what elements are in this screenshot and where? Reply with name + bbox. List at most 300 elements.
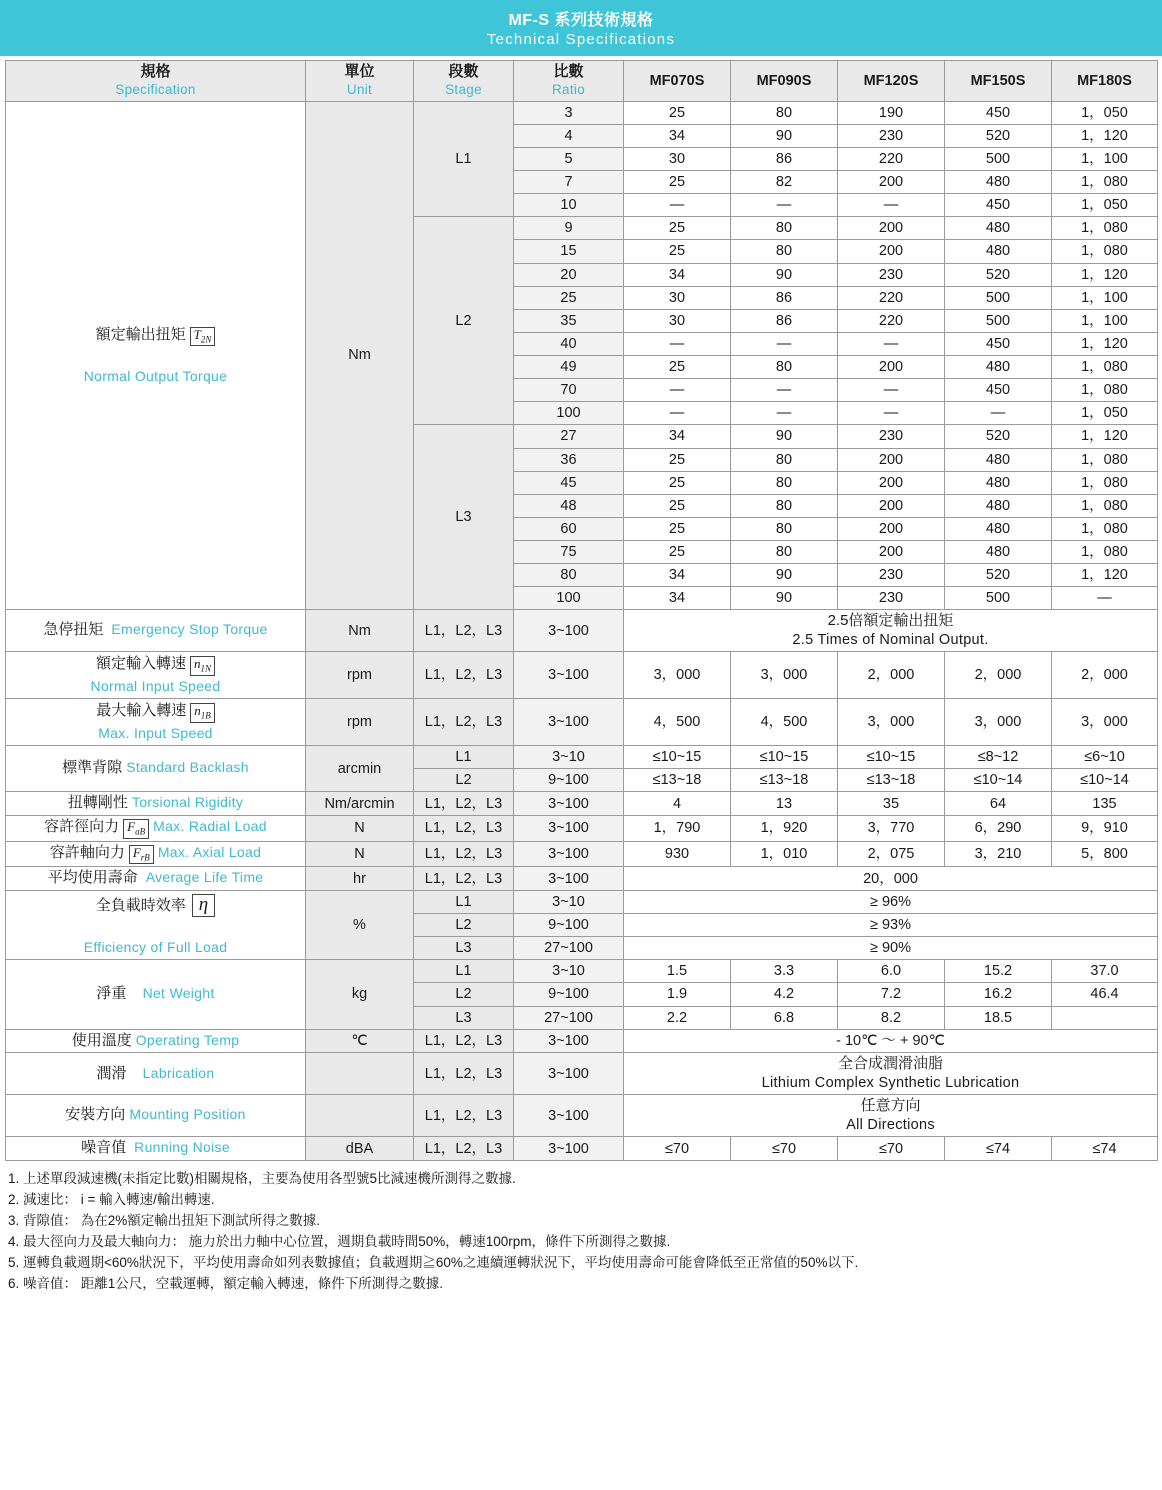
row-label-mounting-position: 安裝方向 Mounting Position bbox=[6, 1095, 306, 1137]
value-cell: 200 bbox=[838, 541, 945, 564]
value-cell: 86 bbox=[731, 309, 838, 332]
footnote-1: 1. 上述單段減速機(未指定比數)相關規格，主要為使用各型號5比減速機所測得之數據. bbox=[8, 1170, 516, 1186]
value-cell: 520 bbox=[945, 263, 1052, 286]
value-span-life-time: 20，000 bbox=[624, 867, 1158, 891]
ratio-cell: 27~100 bbox=[514, 1006, 624, 1029]
header-model-mf120s: MF120S bbox=[838, 61, 945, 102]
value-cell: 25 bbox=[624, 356, 731, 379]
value-cell: 1，100 bbox=[1052, 286, 1158, 309]
row-label-average-life-time: 平均使用壽命 Average Life Time bbox=[6, 867, 306, 891]
ratio-cell: 100 bbox=[514, 402, 624, 425]
row-label-max-radial-load: 容許徑向力 $F_{aB}$ Max. Radial Load bbox=[6, 816, 306, 841]
value-cell: 2，000 bbox=[945, 652, 1052, 699]
value-cell: 1.5 bbox=[624, 960, 731, 983]
value-cell: ≤70 bbox=[624, 1137, 731, 1161]
ratio-cell: 27 bbox=[514, 425, 624, 448]
value-cell: 480 bbox=[945, 541, 1052, 564]
value-cell: 2.2 bbox=[624, 1006, 731, 1029]
value-cell: 230 bbox=[838, 263, 945, 286]
value-cell: 6.0 bbox=[838, 960, 945, 983]
value-span-mounting: 任意方向 All Directions bbox=[624, 1095, 1158, 1137]
value-cell: 1，080 bbox=[1052, 240, 1158, 263]
unit-cell: Nm bbox=[306, 610, 414, 652]
symbol-n1b: $n_{1B}$ bbox=[190, 703, 215, 722]
stage-cell: L1，L2，L3 bbox=[414, 1029, 514, 1053]
value-cell: 25 bbox=[624, 541, 731, 564]
value-cell: 450 bbox=[945, 332, 1052, 355]
value-cell: 1，080 bbox=[1052, 471, 1158, 494]
header-specification: 規格 Specification bbox=[6, 61, 306, 102]
value-cell: 480 bbox=[945, 217, 1052, 240]
value-cell: 1，080 bbox=[1052, 171, 1158, 194]
value-cell: 2，000 bbox=[1052, 652, 1158, 699]
ratio-cell: 35 bbox=[514, 309, 624, 332]
ratio-cell: 27~100 bbox=[514, 937, 624, 960]
table-row bbox=[6, 792, 1158, 816]
value-cell: 230 bbox=[838, 124, 945, 147]
footnote-2: 2. 減速比： i = 輸入轉速/輸出轉速. bbox=[8, 1191, 215, 1207]
value-cell: — bbox=[838, 194, 945, 217]
value-cell: 200 bbox=[838, 517, 945, 540]
header-model-mf090s: MF090S bbox=[731, 61, 838, 102]
unit-cell: Nm/arcmin bbox=[306, 792, 414, 816]
value-cell: 230 bbox=[838, 587, 945, 610]
value-cell: 3，000 bbox=[1052, 699, 1158, 746]
value-cell: 80 bbox=[731, 541, 838, 564]
value-cell: 34 bbox=[624, 124, 731, 147]
ratio-cell: 7 bbox=[514, 171, 624, 194]
ratio-cell: 70 bbox=[514, 379, 624, 402]
ratio-cell: 100 bbox=[514, 587, 624, 610]
value-cell: 500 bbox=[945, 309, 1052, 332]
ratio-cell: 3~100 bbox=[514, 652, 624, 699]
value-cell: 1，080 bbox=[1052, 379, 1158, 402]
value-cell: 86 bbox=[731, 147, 838, 170]
ratio-cell: 9~100 bbox=[514, 983, 624, 1006]
stage-l3: L3 bbox=[414, 425, 514, 610]
row-label-max-axial-load: 容許軸向力 $F_{rB}$ Max. Axial Load bbox=[6, 841, 306, 866]
value-cell: 1，050 bbox=[1052, 101, 1158, 124]
value-cell: 500 bbox=[945, 286, 1052, 309]
value-cell: 1，920 bbox=[731, 816, 838, 841]
table-row bbox=[6, 1029, 1158, 1053]
value-cell: — bbox=[838, 402, 945, 425]
ratio-cell: 4 bbox=[514, 124, 624, 147]
value-cell: 30 bbox=[624, 309, 731, 332]
header-unit: 單位 Unit bbox=[306, 61, 414, 102]
value-cell: 90 bbox=[731, 587, 838, 610]
value-cell: 1，120 bbox=[1052, 564, 1158, 587]
value-cell: 25 bbox=[624, 217, 731, 240]
value-cell: 90 bbox=[731, 425, 838, 448]
symbol-frb: $F_{rB}$ bbox=[129, 845, 154, 864]
value-cell: 37.0 bbox=[1052, 960, 1158, 983]
value-cell: 64 bbox=[945, 792, 1052, 816]
value-cell: 1，120 bbox=[1052, 332, 1158, 355]
value-cell: 500 bbox=[945, 147, 1052, 170]
footnote-5: 5. 運轉負載週期<60%狀況下，平均使用壽命如列表數據值；負載週期≧60%之連續運轉狀況下，平均使用壽命可能會降低至正常值的50%以下. bbox=[8, 1254, 859, 1270]
row-label-normal-output-torque bbox=[6, 101, 306, 610]
unit-cell: % bbox=[306, 890, 414, 959]
table-row bbox=[6, 1053, 1158, 1095]
value-cell: 25 bbox=[624, 494, 731, 517]
value-cell: 1，120 bbox=[1052, 263, 1158, 286]
row-label-operating-temp: 使用溫度 Operating Temp bbox=[6, 1029, 306, 1053]
value-cell: 190 bbox=[838, 101, 945, 124]
value-cell: 4，500 bbox=[624, 699, 731, 746]
value-cell: 1，100 bbox=[1052, 147, 1158, 170]
unit-cell: kg bbox=[306, 960, 414, 1029]
value-cell: — bbox=[624, 402, 731, 425]
ratio-cell: 5 bbox=[514, 147, 624, 170]
header-model-mf180s: MF180S bbox=[1052, 61, 1158, 102]
value-span-emergency: 2.5倍額定輸出扭矩 2.5 Times of Nominal Output. bbox=[624, 610, 1158, 652]
value-cell: 25 bbox=[624, 517, 731, 540]
table-row bbox=[6, 1095, 1158, 1137]
value-cell: 480 bbox=[945, 448, 1052, 471]
value-cell: 450 bbox=[945, 194, 1052, 217]
value-cell: 6，290 bbox=[945, 816, 1052, 841]
value-cell: 30 bbox=[624, 147, 731, 170]
value-cell: 500 bbox=[945, 587, 1052, 610]
ratio-cell: 49 bbox=[514, 356, 624, 379]
value-cell: 80 bbox=[731, 217, 838, 240]
value-cell: 220 bbox=[838, 286, 945, 309]
value-cell: — bbox=[1052, 587, 1158, 610]
stage-cell: L1，L2，L3 bbox=[414, 1053, 514, 1095]
value-cell: 86 bbox=[731, 286, 838, 309]
table-row bbox=[6, 101, 1158, 124]
stage-cell: L1，L2，L3 bbox=[414, 1137, 514, 1161]
value-cell: 200 bbox=[838, 494, 945, 517]
value-cell: — bbox=[731, 332, 838, 355]
footnote-4: 4. 最大徑向力及最大軸向力： 施力於出力軸中心位置，週期負載時間50%，轉速100rpm，條件下所測得之數據. bbox=[8, 1233, 671, 1249]
label-zh: 額定輸出扭矩 $T_{2N}$ bbox=[10, 326, 301, 346]
specification-table bbox=[5, 60, 1158, 1161]
value-cell: — bbox=[731, 402, 838, 425]
stage-cell: L1，L2，L3 bbox=[414, 652, 514, 699]
ratio-cell: 36 bbox=[514, 448, 624, 471]
ratio-cell: 3~100 bbox=[514, 1053, 624, 1095]
value-cell: 3，000 bbox=[838, 699, 945, 746]
unit-cell bbox=[306, 1095, 414, 1137]
ratio-cell: 9 bbox=[514, 217, 624, 240]
symbol-fab: $F_{aB}$ bbox=[123, 819, 149, 838]
ratio-cell: 9~100 bbox=[514, 914, 624, 937]
value-cell: ≤10~15 bbox=[838, 746, 945, 769]
row-label-emergency-stop-torque: 急停扭矩 Emergency Stop Torque bbox=[6, 610, 306, 652]
value-cell: ≤10~15 bbox=[731, 746, 838, 769]
value-cell: — bbox=[945, 402, 1052, 425]
title-zh: MF-S 系列技術規格 bbox=[508, 12, 654, 29]
stage-cell: L1，L2，L3 bbox=[414, 1095, 514, 1137]
unit-cell: hr bbox=[306, 867, 414, 891]
value-cell bbox=[1052, 1006, 1158, 1029]
value-cell: — bbox=[838, 379, 945, 402]
sheet-title bbox=[0, 0, 1162, 56]
value-cell: 16.2 bbox=[945, 983, 1052, 1006]
value-cell: 1，050 bbox=[1052, 194, 1158, 217]
value-cell: 90 bbox=[731, 263, 838, 286]
ratio-cell: 3~10 bbox=[514, 890, 624, 913]
ratio-cell: 45 bbox=[514, 471, 624, 494]
ratio-cell: 3~100 bbox=[514, 1095, 624, 1137]
value-cell: ≤10~14 bbox=[1052, 769, 1158, 792]
value-cell: 3，000 bbox=[731, 652, 838, 699]
value-cell: 5，800 bbox=[1052, 841, 1158, 866]
value-cell: 34 bbox=[624, 587, 731, 610]
value-cell: 25 bbox=[624, 171, 731, 194]
value-cell: ≤10~15 bbox=[624, 746, 731, 769]
value-cell: 1，790 bbox=[624, 816, 731, 841]
value-span-efficiency-l3: ≥ 90% bbox=[624, 937, 1158, 960]
row-label-net-weight: 淨重 Net Weight bbox=[6, 960, 306, 1029]
value-cell: 200 bbox=[838, 240, 945, 263]
value-cell: 90 bbox=[731, 124, 838, 147]
value-cell: — bbox=[838, 332, 945, 355]
value-cell: 220 bbox=[838, 147, 945, 170]
stage-cell: L3 bbox=[414, 937, 514, 960]
stage-cell: L1，L2，L3 bbox=[414, 699, 514, 746]
value-cell: 46.4 bbox=[1052, 983, 1158, 1006]
value-cell: 1，080 bbox=[1052, 494, 1158, 517]
table-row bbox=[6, 1137, 1158, 1161]
value-cell: — bbox=[731, 194, 838, 217]
label-en: Normal Output Torque bbox=[83, 367, 228, 384]
header-stage: 段數 Stage bbox=[414, 61, 514, 102]
value-cell: 3，000 bbox=[624, 652, 731, 699]
row-label-torsional-rigidity: 扭轉剛性 Torsional Rigidity bbox=[6, 792, 306, 816]
stage-cell: L1，L2，L3 bbox=[414, 867, 514, 891]
unit-normal-output-torque: Nm bbox=[306, 101, 414, 610]
value-cell: 135 bbox=[1052, 792, 1158, 816]
value-cell: 80 bbox=[731, 517, 838, 540]
unit-cell: ℃ bbox=[306, 1029, 414, 1053]
ratio-cell: 3~100 bbox=[514, 867, 624, 891]
unit-cell: dBA bbox=[306, 1137, 414, 1161]
value-cell: ≤13~18 bbox=[731, 769, 838, 792]
ratio-cell: 40 bbox=[514, 332, 624, 355]
ratio-cell: 3~100 bbox=[514, 699, 624, 746]
stage-l2: L2 bbox=[414, 217, 514, 425]
ratio-cell: 15 bbox=[514, 240, 624, 263]
value-cell: — bbox=[624, 332, 731, 355]
unit-cell: arcmin bbox=[306, 746, 414, 792]
table-row bbox=[6, 610, 1158, 652]
value-cell: 3，770 bbox=[838, 816, 945, 841]
value-cell: 34 bbox=[624, 425, 731, 448]
value-cell: 480 bbox=[945, 494, 1052, 517]
header-model-mf150s: MF150S bbox=[945, 61, 1052, 102]
value-cell: 3.3 bbox=[731, 960, 838, 983]
value-cell: 930 bbox=[624, 841, 731, 866]
stage-cell: L1，L2，L3 bbox=[414, 841, 514, 866]
value-cell: ≤74 bbox=[945, 1137, 1052, 1161]
value-cell: 480 bbox=[945, 471, 1052, 494]
value-cell: 34 bbox=[624, 263, 731, 286]
ratio-cell: 3~10 bbox=[514, 960, 624, 983]
value-cell: 1，080 bbox=[1052, 541, 1158, 564]
value-cell: 9，910 bbox=[1052, 816, 1158, 841]
row-label-efficiency: 全負載時效率 η Efficiency of Full Load bbox=[6, 890, 306, 959]
table-row bbox=[6, 841, 1158, 866]
value-cell: 34 bbox=[624, 564, 731, 587]
ratio-cell: 60 bbox=[514, 517, 624, 540]
unit-cell: rpm bbox=[306, 652, 414, 699]
value-cell: 25 bbox=[624, 448, 731, 471]
value-cell: 450 bbox=[945, 379, 1052, 402]
value-cell: 1，010 bbox=[731, 841, 838, 866]
stage-cell: L2 bbox=[414, 914, 514, 937]
value-cell: 82 bbox=[731, 171, 838, 194]
value-cell: 8.2 bbox=[838, 1006, 945, 1029]
value-cell: ≤70 bbox=[838, 1137, 945, 1161]
value-cell: 220 bbox=[838, 309, 945, 332]
value-cell: 200 bbox=[838, 171, 945, 194]
value-cell: 520 bbox=[945, 425, 1052, 448]
value-cell: 4.2 bbox=[731, 983, 838, 1006]
value-cell: 1，120 bbox=[1052, 124, 1158, 147]
row-label-running-noise: 噪音值 Running Noise bbox=[6, 1137, 306, 1161]
value-cell: 25 bbox=[624, 240, 731, 263]
value-cell: 1，080 bbox=[1052, 356, 1158, 379]
symbol-t2n: $T_{2N}$ bbox=[190, 327, 216, 346]
value-cell: 200 bbox=[838, 217, 945, 240]
value-cell: 1，120 bbox=[1052, 425, 1158, 448]
table-header-row bbox=[6, 61, 1158, 102]
value-cell: 25 bbox=[624, 471, 731, 494]
value-cell: 30 bbox=[624, 286, 731, 309]
ratio-cell: 3~100 bbox=[514, 610, 624, 652]
ratio-cell: 3~100 bbox=[514, 1029, 624, 1053]
ratio-cell: 3~100 bbox=[514, 816, 624, 841]
unit-cell: N bbox=[306, 816, 414, 841]
value-cell: 520 bbox=[945, 564, 1052, 587]
table-row bbox=[6, 867, 1158, 891]
table-row bbox=[6, 652, 1158, 699]
stage-cell: L1 bbox=[414, 746, 514, 769]
value-cell: 13 bbox=[731, 792, 838, 816]
stage-cell: L1，L2，L3 bbox=[414, 610, 514, 652]
symbol-n1n: $n_{1N}$ bbox=[190, 656, 215, 675]
value-cell: 200 bbox=[838, 356, 945, 379]
stage-cell: L1，L2，L3 bbox=[414, 816, 514, 841]
stage-cell: L1 bbox=[414, 890, 514, 913]
value-cell: 480 bbox=[945, 171, 1052, 194]
value-cell: 230 bbox=[838, 425, 945, 448]
value-cell: 80 bbox=[731, 471, 838, 494]
ratio-cell: 3 bbox=[514, 101, 624, 124]
value-span-operating-temp: - 10℃ 〜 + 90℃ bbox=[624, 1029, 1158, 1053]
table-row bbox=[6, 890, 1158, 913]
ratio-cell: 3~100 bbox=[514, 792, 624, 816]
value-cell: 2，000 bbox=[838, 652, 945, 699]
value-cell: 90 bbox=[731, 564, 838, 587]
value-cell: 1，050 bbox=[1052, 402, 1158, 425]
row-label-standard-backlash: 標準背隙 Standard Backlash bbox=[6, 746, 306, 792]
footnote-6: 6. 噪音值： 距離1公尺，空載運轉，額定輸入轉速，條件下所測得之數據. bbox=[8, 1275, 444, 1291]
value-cell: ≤74 bbox=[1052, 1137, 1158, 1161]
value-cell: 7.2 bbox=[838, 983, 945, 1006]
value-cell: 200 bbox=[838, 448, 945, 471]
value-cell: 25 bbox=[624, 101, 731, 124]
footnote-3: 3. 背隙值： 為在2%額定輸出扭矩下測試所得之數據. bbox=[8, 1212, 321, 1228]
table-row bbox=[6, 960, 1158, 983]
value-cell: 1，080 bbox=[1052, 448, 1158, 471]
ratio-cell: 3~10 bbox=[514, 746, 624, 769]
unit-cell: rpm bbox=[306, 699, 414, 746]
value-cell: 18.5 bbox=[945, 1006, 1052, 1029]
value-cell: 1，100 bbox=[1052, 309, 1158, 332]
value-cell: ≤13~18 bbox=[624, 769, 731, 792]
unit-cell: N bbox=[306, 841, 414, 866]
value-cell: 480 bbox=[945, 240, 1052, 263]
value-span-lubrication: 全合成潤滑油脂 Lithium Complex Synthetic Lubrication bbox=[624, 1053, 1158, 1095]
value-cell: 80 bbox=[731, 494, 838, 517]
unit-cell bbox=[306, 1053, 414, 1095]
value-span-efficiency-l1: ≥ 96% bbox=[624, 890, 1158, 913]
value-cell: ≤10~14 bbox=[945, 769, 1052, 792]
header-ratio: 比數 Ratio bbox=[514, 61, 624, 102]
value-cell: 80 bbox=[731, 101, 838, 124]
value-cell: 80 bbox=[731, 240, 838, 263]
ratio-cell: 9~100 bbox=[514, 769, 624, 792]
row-label-normal-input-speed: 額定輸入轉速 $n_{1N}$ Normal Input Speed bbox=[6, 652, 306, 699]
value-cell: 3，000 bbox=[945, 699, 1052, 746]
value-cell: 1，080 bbox=[1052, 217, 1158, 240]
value-cell: 520 bbox=[945, 124, 1052, 147]
value-cell: 15.2 bbox=[945, 960, 1052, 983]
ratio-cell: 48 bbox=[514, 494, 624, 517]
ratio-cell: 20 bbox=[514, 263, 624, 286]
value-cell: 80 bbox=[731, 448, 838, 471]
value-span-efficiency-l2: ≥ 93% bbox=[624, 914, 1158, 937]
ratio-cell: 3~100 bbox=[514, 841, 624, 866]
value-cell: 80 bbox=[731, 356, 838, 379]
value-cell: 480 bbox=[945, 356, 1052, 379]
value-cell: — bbox=[624, 194, 731, 217]
table-row bbox=[6, 746, 1158, 769]
symbol-eta: η bbox=[192, 894, 215, 917]
value-cell: — bbox=[624, 379, 731, 402]
footnotes bbox=[8, 1169, 1154, 1295]
value-cell: 6.8 bbox=[731, 1006, 838, 1029]
value-cell: 4 bbox=[624, 792, 731, 816]
value-cell: ≤13~18 bbox=[838, 769, 945, 792]
ratio-cell: 10 bbox=[514, 194, 624, 217]
title-en: Technical Specifications bbox=[486, 31, 676, 48]
stage-l1: L1 bbox=[414, 101, 514, 217]
value-cell: 480 bbox=[945, 517, 1052, 540]
row-label-max-input-speed: 最大輸入轉速 $n_{1B}$ Max. Input Speed bbox=[6, 699, 306, 746]
value-cell: 1.9 bbox=[624, 983, 731, 1006]
ratio-cell: 25 bbox=[514, 286, 624, 309]
value-cell: ≤6~10 bbox=[1052, 746, 1158, 769]
header-model-mf070s: MF070S bbox=[624, 61, 731, 102]
value-cell: 4，500 bbox=[731, 699, 838, 746]
value-cell: — bbox=[731, 379, 838, 402]
value-cell: 3，210 bbox=[945, 841, 1052, 866]
stage-cell: L2 bbox=[414, 983, 514, 1006]
stage-cell: L2 bbox=[414, 769, 514, 792]
table-row bbox=[6, 816, 1158, 841]
stage-cell: L3 bbox=[414, 1006, 514, 1029]
value-cell: 230 bbox=[838, 564, 945, 587]
ratio-cell: 75 bbox=[514, 541, 624, 564]
value-cell: 200 bbox=[838, 471, 945, 494]
table-row bbox=[6, 699, 1158, 746]
ratio-cell: 3~100 bbox=[514, 1137, 624, 1161]
